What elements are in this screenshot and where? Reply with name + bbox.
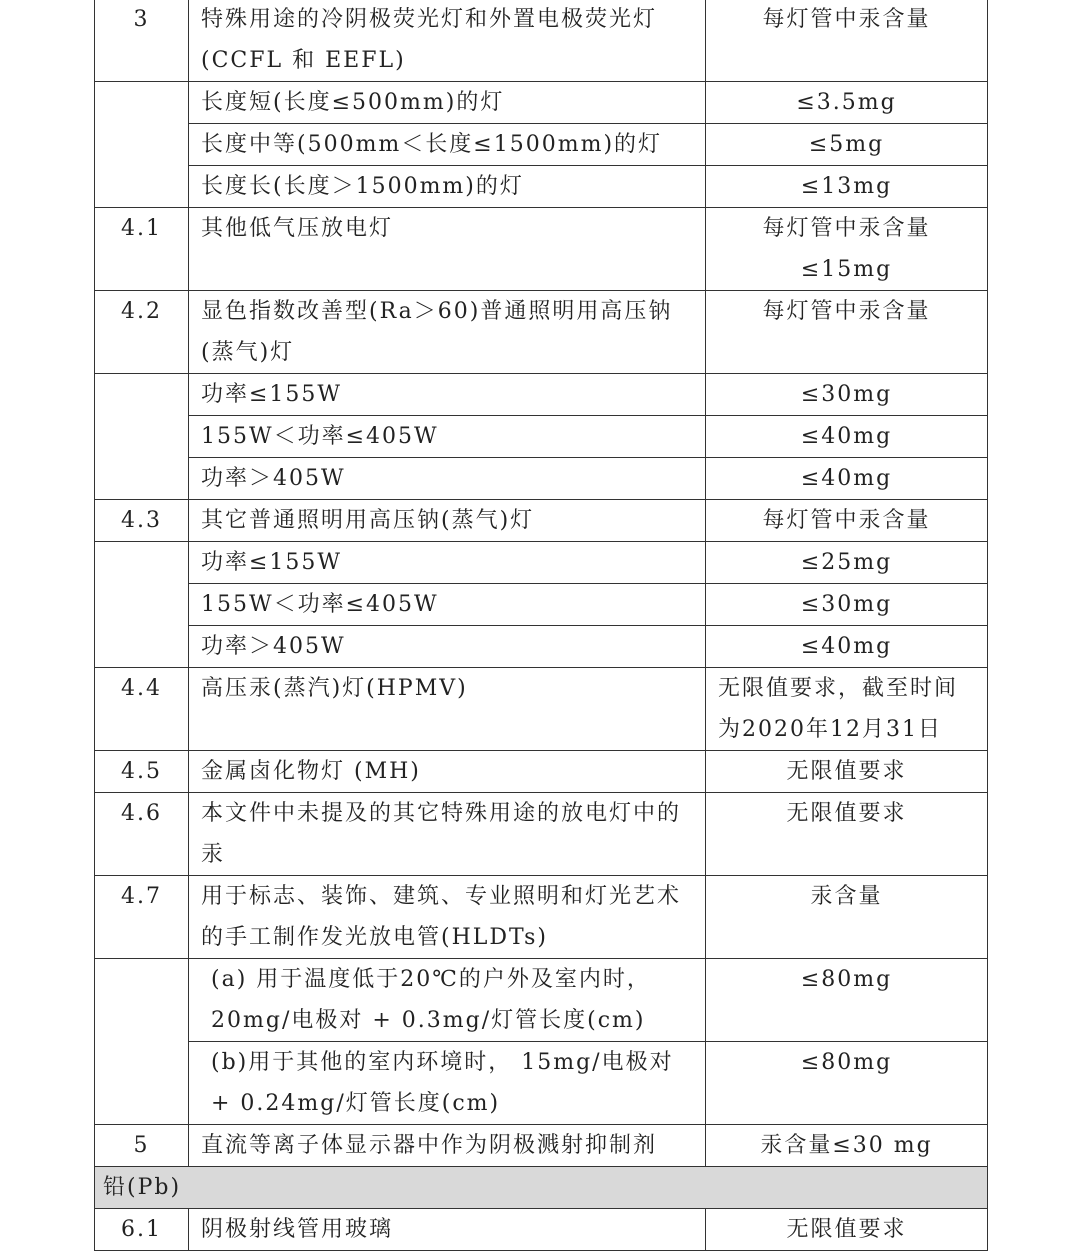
item-description: 本文件中未提及的其它特殊用途的放电灯中的汞 bbox=[189, 793, 706, 876]
table-body bbox=[95, 0, 988, 1251]
item-description: 其它普通照明用高压钠(蒸气)灯 bbox=[189, 500, 706, 542]
sub-item-limit: ≤40mg bbox=[706, 626, 988, 668]
section-label: 铅(Pb) bbox=[95, 1167, 988, 1209]
table-row bbox=[95, 542, 988, 584]
empty-number-cell bbox=[95, 374, 189, 500]
item-number: 4.2 bbox=[95, 291, 189, 374]
item-number: 4.5 bbox=[95, 751, 189, 793]
table-row bbox=[95, 1042, 988, 1125]
sub-item-description: (b)用于其他的室内环境时， 15mg/电极对 + 0.24mg/灯管长度(cm) bbox=[189, 1042, 706, 1125]
table-row bbox=[95, 1209, 988, 1251]
table-row bbox=[95, 500, 988, 542]
sub-item-limit: ≤80mg bbox=[706, 1042, 988, 1125]
item-limit: 汞含量 bbox=[706, 876, 988, 959]
item-limit: 每灯管中汞含量 bbox=[706, 291, 988, 374]
item-number: 5 bbox=[95, 1125, 189, 1167]
item-number: 4.6 bbox=[95, 793, 189, 876]
sub-item-description: 长度长(长度＞1500mm)的灯 bbox=[189, 166, 706, 208]
table-row bbox=[95, 584, 988, 626]
table-row bbox=[95, 458, 988, 500]
sub-item-description: 155W＜功率≤405W bbox=[189, 416, 706, 458]
item-limit: 无限值要求，截至时间为2020年12月31日 bbox=[706, 668, 988, 751]
item-number: 4.1 bbox=[95, 208, 189, 291]
sub-item-description: (a) 用于温度低于20℃的户外及室内时，20mg/电极对 + 0.3mg/灯管长度(cm) bbox=[189, 959, 706, 1042]
table-row bbox=[95, 626, 988, 668]
item-description: 显色指数改善型(Ra＞60)普通照明用高压钠(蒸气)灯 bbox=[189, 291, 706, 374]
table-row bbox=[95, 82, 988, 124]
table-row bbox=[95, 1125, 988, 1167]
table-row bbox=[95, 959, 988, 1042]
empty-number-cell bbox=[95, 959, 189, 1125]
empty-number-cell bbox=[95, 82, 189, 208]
item-number: 4.4 bbox=[95, 668, 189, 751]
table-row bbox=[95, 751, 988, 793]
item-description: 直流等离子体显示器中作为阴极溅射抑制剂 bbox=[189, 1125, 706, 1167]
item-description: 特殊用途的冷阴极荧光灯和外置电极荧光灯(CCFL 和 EEFL) bbox=[189, 0, 706, 82]
table-row bbox=[95, 374, 988, 416]
item-description: 金属卤化物灯 (MH) bbox=[189, 751, 706, 793]
item-description: 其他低气压放电灯 bbox=[189, 208, 706, 291]
table-row bbox=[95, 166, 988, 208]
sub-item-limit: ≤30mg bbox=[706, 584, 988, 626]
item-description: 高压汞(蒸汽)灯(HPMV) bbox=[189, 668, 706, 751]
item-limit: 每灯管中汞含量 bbox=[706, 500, 988, 542]
sub-item-description: 功率≤155W bbox=[189, 542, 706, 584]
item-limit: 无限值要求 bbox=[706, 793, 988, 876]
sub-item-description: 功率＞405W bbox=[189, 626, 706, 668]
table-row bbox=[95, 124, 988, 166]
sub-item-limit: ≤13mg bbox=[706, 166, 988, 208]
item-number: 6.1 bbox=[95, 1209, 189, 1251]
sub-item-limit: ≤80mg bbox=[706, 959, 988, 1042]
empty-number-cell bbox=[95, 542, 189, 668]
table-row bbox=[95, 876, 988, 959]
section-row bbox=[95, 1167, 988, 1209]
item-number: 4.3 bbox=[95, 500, 189, 542]
sub-item-description: 155W＜功率≤405W bbox=[189, 584, 706, 626]
table-row bbox=[95, 668, 988, 751]
item-limit: 无限值要求 bbox=[706, 1209, 988, 1251]
sub-item-limit: ≤25mg bbox=[706, 542, 988, 584]
sub-item-description: 功率＞405W bbox=[189, 458, 706, 500]
table-row bbox=[95, 793, 988, 876]
sub-item-limit: ≤40mg bbox=[706, 458, 988, 500]
item-description: 用于标志、装饰、建筑、专业照明和灯光艺术的手工制作发光放电管(HLDTs) bbox=[189, 876, 706, 959]
sub-item-limit: ≤40mg bbox=[706, 416, 988, 458]
item-description: 阴极射线管用玻璃 bbox=[189, 1209, 706, 1251]
sub-item-description: 长度短(长度≤500mm)的灯 bbox=[189, 82, 706, 124]
table-row bbox=[95, 291, 988, 374]
item-limit: 每灯管中汞含量≤15mg bbox=[706, 208, 988, 291]
sub-item-description: 功率≤155W bbox=[189, 374, 706, 416]
sub-item-limit: ≤30mg bbox=[706, 374, 988, 416]
table-row bbox=[95, 416, 988, 458]
table-row bbox=[95, 0, 988, 82]
sub-item-limit: ≤3.5mg bbox=[706, 82, 988, 124]
item-limit: 每灯管中汞含量 bbox=[706, 0, 988, 82]
item-limit: 无限值要求 bbox=[706, 751, 988, 793]
regulation-table bbox=[94, 0, 988, 1251]
item-number: 3 bbox=[95, 0, 189, 82]
item-number: 4.7 bbox=[95, 876, 189, 959]
sub-item-description: 长度中等(500mm＜长度≤1500mm)的灯 bbox=[189, 124, 706, 166]
item-limit: 汞含量≤30 mg bbox=[706, 1125, 988, 1167]
table-row bbox=[95, 208, 988, 291]
sub-item-limit: ≤5mg bbox=[706, 124, 988, 166]
